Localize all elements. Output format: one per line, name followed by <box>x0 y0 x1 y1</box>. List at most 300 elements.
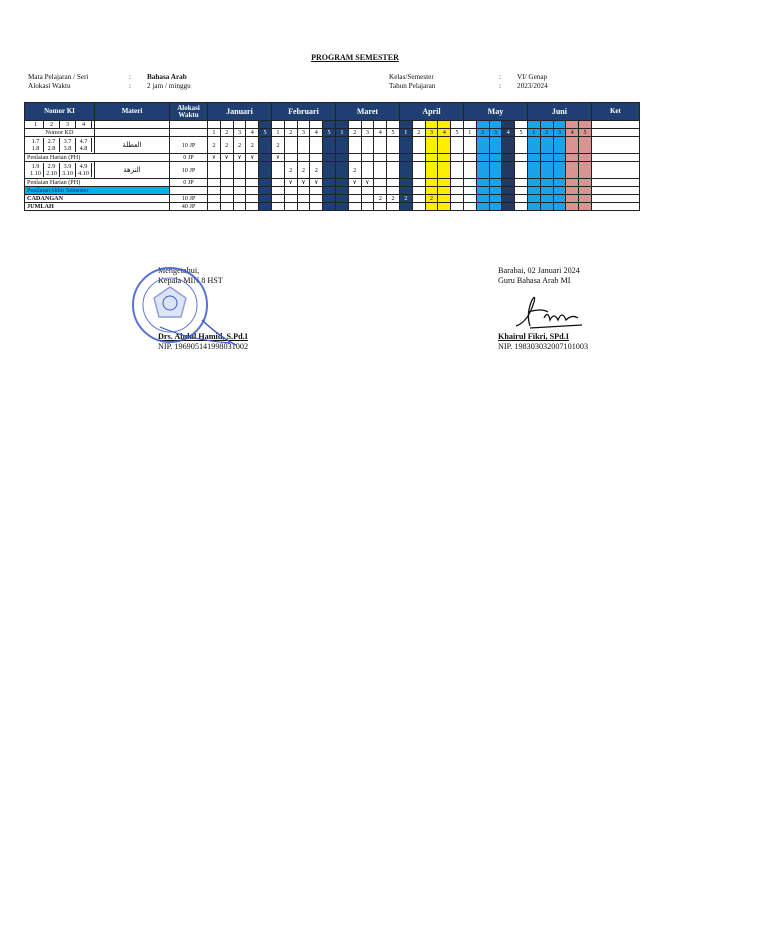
week-cell <box>259 154 272 162</box>
week-number: 2 <box>476 129 489 137</box>
week-cell <box>399 203 412 211</box>
kd-line <box>25 170 94 177</box>
table-row <box>25 195 640 203</box>
official-stamp <box>120 265 240 355</box>
week-cell <box>399 179 412 187</box>
ket-cell <box>591 187 639 195</box>
week-cell <box>476 195 489 203</box>
mapel-value: Bahasa Arab <box>147 73 187 81</box>
alokasi-cell: 10 JP <box>170 162 208 179</box>
week-number: 4 <box>310 129 323 137</box>
week-cell: ٧ <box>348 179 361 187</box>
week-cell <box>451 195 464 203</box>
ket-cell <box>591 195 639 203</box>
week-cell <box>271 203 284 211</box>
week-cell <box>412 195 425 203</box>
week-cell <box>438 121 451 129</box>
week-cell <box>323 162 336 179</box>
kelas-value: VI/ Genap <box>517 73 548 81</box>
week-cell <box>246 162 259 179</box>
week-cell <box>566 203 579 211</box>
week-cell: ٧ <box>297 179 310 187</box>
week-cell <box>527 179 540 187</box>
week-cell <box>246 179 259 187</box>
week-cell <box>323 187 336 195</box>
week-cell <box>463 203 476 211</box>
week-cell <box>463 154 476 162</box>
week-cell <box>387 203 400 211</box>
alokasi-label: Alokasi Waktu <box>28 82 71 90</box>
blank-cell <box>170 129 208 137</box>
week-number: 4 <box>438 129 451 137</box>
week-cell <box>438 154 451 162</box>
week-cell <box>361 162 374 179</box>
week-cell: ٧ <box>246 154 259 162</box>
week-number: 4 <box>566 129 579 137</box>
week-cell <box>361 154 374 162</box>
kd-line <box>25 145 94 152</box>
week-cell: 2 <box>284 162 297 179</box>
week-cell <box>476 179 489 187</box>
week-cell: 2 <box>425 195 438 203</box>
week-cell <box>579 187 592 195</box>
week-cell <box>489 121 502 129</box>
week-cell <box>220 203 233 211</box>
week-cell <box>553 179 566 187</box>
week-cell: 2 <box>246 137 259 154</box>
week-cell <box>208 121 221 129</box>
week-cell <box>348 137 361 154</box>
week-cell <box>259 203 272 211</box>
week-cell <box>297 187 310 195</box>
week-number: 3 <box>553 129 566 137</box>
row-label: Penlaian Harian (PH) <box>25 154 170 162</box>
week-number: 5 <box>387 129 400 137</box>
week-cell <box>310 137 323 154</box>
week-number: 3 <box>297 129 310 137</box>
week-cell <box>502 121 515 129</box>
kd-number: 3.7 <box>60 138 76 145</box>
week-cell <box>425 154 438 162</box>
week-cell <box>220 179 233 187</box>
week-cell <box>374 137 387 154</box>
week-cell <box>502 137 515 154</box>
week-cell <box>284 203 297 211</box>
tahun-value: 2023/2024 <box>517 82 548 90</box>
week-cell: 2 <box>220 137 233 154</box>
stamp-icon <box>133 268 236 345</box>
week-cell <box>540 179 553 187</box>
week-number-row <box>25 129 640 137</box>
week-cell <box>438 179 451 187</box>
week-cell <box>387 154 400 162</box>
week-cell <box>476 121 489 129</box>
week-cell <box>451 137 464 154</box>
kd-number: 4.7 <box>76 138 92 145</box>
header-month: Maret <box>335 103 399 121</box>
header-materi: Materi <box>95 103 170 121</box>
week-cell <box>323 121 336 129</box>
ki-numbers <box>25 121 95 129</box>
ket-cell <box>591 179 639 187</box>
week-cell <box>399 162 412 179</box>
right-name: Khairul Fikri, SPd.I <box>498 332 569 341</box>
table-row <box>25 179 640 187</box>
week-cell <box>310 121 323 129</box>
week-cell <box>489 137 502 154</box>
week-number: 2 <box>412 129 425 137</box>
week-cell <box>208 162 221 179</box>
handwritten-signature <box>508 292 588 332</box>
week-cell <box>515 195 528 203</box>
week-cell: ٧ <box>208 154 221 162</box>
kd-number: 4.8 <box>76 145 92 152</box>
week-cell <box>579 137 592 154</box>
ki-row <box>25 121 640 129</box>
week-cell <box>348 195 361 203</box>
week-cell <box>361 137 374 154</box>
week-number: 5 <box>579 129 592 137</box>
header-month: Februari <box>271 103 335 121</box>
meta-left <box>28 73 328 93</box>
week-cell <box>374 203 387 211</box>
kd-number: 4.10 <box>76 170 92 177</box>
week-cell <box>476 154 489 162</box>
week-cell <box>527 187 540 195</box>
week-cell <box>566 187 579 195</box>
week-cell <box>259 195 272 203</box>
week-cell <box>233 162 246 179</box>
week-cell <box>553 187 566 195</box>
week-cell <box>220 162 233 179</box>
week-cell <box>310 187 323 195</box>
week-cell <box>540 203 553 211</box>
week-cell <box>284 121 297 129</box>
week-cell <box>271 187 284 195</box>
kelas-label: Kelas/Semester <box>389 73 434 81</box>
week-cell <box>540 137 553 154</box>
week-cell <box>451 187 464 195</box>
ki-number: 2 <box>44 121 60 128</box>
week-cell <box>476 137 489 154</box>
week-cell <box>220 187 233 195</box>
left-name: Drs. Abdul Hamid, S.Pd.I <box>158 332 248 341</box>
week-cell <box>310 203 323 211</box>
alokasi-cell: 40 JP <box>170 203 208 211</box>
week-cell <box>271 121 284 129</box>
week-cell <box>284 195 297 203</box>
colon: : <box>129 73 131 81</box>
table-row <box>25 187 640 195</box>
week-cell <box>412 203 425 211</box>
left-line1: Mengetahui, <box>158 266 200 275</box>
kd-cell <box>25 137 95 154</box>
week-cell <box>233 195 246 203</box>
week-cell <box>515 121 528 129</box>
week-number: 5 <box>259 129 272 137</box>
week-cell <box>208 187 221 195</box>
week-cell <box>527 154 540 162</box>
right-line1: Barabai, 02 Januari 2024 <box>498 266 580 275</box>
week-cell <box>310 154 323 162</box>
week-cell <box>553 203 566 211</box>
week-cell <box>208 203 221 211</box>
colon: : <box>499 82 501 90</box>
header-ket: Ket <box>591 103 639 121</box>
week-cell <box>553 121 566 129</box>
week-cell <box>246 121 259 129</box>
week-number: 4 <box>246 129 259 137</box>
week-cell <box>233 187 246 195</box>
week-cell <box>489 195 502 203</box>
week-cell <box>348 203 361 211</box>
table-row <box>25 162 640 179</box>
week-cell <box>540 154 553 162</box>
week-cell <box>284 187 297 195</box>
week-cell <box>553 195 566 203</box>
week-cell <box>335 154 348 162</box>
week-cell <box>463 195 476 203</box>
week-cell <box>399 137 412 154</box>
week-cell <box>335 121 348 129</box>
kd-line <box>25 138 94 145</box>
week-cell <box>271 179 284 187</box>
week-cell <box>323 203 336 211</box>
week-number: 1 <box>463 129 476 137</box>
week-cell: ٧ <box>233 154 246 162</box>
left-line2: Kepala MIN 8 HST <box>158 276 223 285</box>
week-cell <box>515 162 528 179</box>
week-number: 1 <box>335 129 348 137</box>
week-cell <box>387 162 400 179</box>
week-cell <box>246 195 259 203</box>
kd-number: 2.7 <box>44 138 60 145</box>
week-cell <box>553 154 566 162</box>
header-ki: Nomor KI <box>25 103 95 121</box>
ket-cell <box>591 162 639 179</box>
week-cell <box>412 187 425 195</box>
week-cell <box>527 121 540 129</box>
week-cell: 2 <box>310 162 323 179</box>
week-cell <box>348 121 361 129</box>
week-cell <box>438 203 451 211</box>
kd-cell <box>25 162 95 179</box>
week-cell <box>387 179 400 187</box>
week-cell <box>271 195 284 203</box>
week-cell <box>310 195 323 203</box>
week-cell <box>476 187 489 195</box>
week-cell <box>540 195 553 203</box>
alokasi-cell: 0 JP <box>170 154 208 162</box>
week-cell <box>502 203 515 211</box>
week-cell <box>412 154 425 162</box>
week-cell <box>220 121 233 129</box>
week-cell: 2 <box>271 137 284 154</box>
materi-cell: العطلة <box>95 137 170 154</box>
alokasi-cell: 0 JP <box>170 179 208 187</box>
week-cell <box>489 187 502 195</box>
ki-number: 1 <box>28 121 44 128</box>
week-cell <box>515 137 528 154</box>
week-cell <box>297 195 310 203</box>
week-cell <box>502 195 515 203</box>
week-cell <box>489 162 502 179</box>
week-cell <box>335 187 348 195</box>
week-cell <box>553 137 566 154</box>
week-cell: 2 <box>399 195 412 203</box>
week-cell <box>259 179 272 187</box>
week-number: 3 <box>361 129 374 137</box>
nomor-kd: Nomor KD <box>25 129 95 137</box>
week-cell <box>579 162 592 179</box>
week-number: 5 <box>515 129 528 137</box>
week-cell: ٧ <box>284 179 297 187</box>
week-number: 1 <box>399 129 412 137</box>
week-cell <box>425 187 438 195</box>
week-cell <box>463 162 476 179</box>
week-cell <box>515 179 528 187</box>
table-row <box>25 137 640 154</box>
header-month: April <box>399 103 463 121</box>
week-cell <box>208 179 221 187</box>
week-cell <box>451 179 464 187</box>
week-cell <box>284 137 297 154</box>
blank-cell <box>170 121 208 129</box>
week-cell <box>361 121 374 129</box>
week-cell: ٧ <box>220 154 233 162</box>
tahun-label: Tahun Pelajaran <box>389 82 436 90</box>
week-cell <box>502 162 515 179</box>
week-cell <box>412 137 425 154</box>
week-cell <box>579 121 592 129</box>
row-label: PenilaianAkhir Semester <box>25 187 170 195</box>
right-nip: NIP. 198303032007101003 <box>498 342 589 351</box>
week-cell <box>425 121 438 129</box>
ki-number: 3 <box>60 121 76 128</box>
week-cell: 2 <box>387 195 400 203</box>
ket-cell <box>591 203 639 211</box>
week-cell <box>387 187 400 195</box>
week-cell <box>233 121 246 129</box>
week-cell <box>220 195 233 203</box>
week-cell <box>425 203 438 211</box>
mapel-label: Mata Pelajaran / Seri <box>28 73 89 81</box>
week-cell <box>566 137 579 154</box>
week-cell <box>323 195 336 203</box>
week-cell <box>489 179 502 187</box>
week-cell <box>374 162 387 179</box>
week-cell <box>463 179 476 187</box>
ki-number: 4 <box>76 121 92 128</box>
week-cell <box>502 187 515 195</box>
week-cell: 2 <box>374 195 387 203</box>
week-cell <box>566 162 579 179</box>
week-cell <box>438 195 451 203</box>
kd-number: 2.9 <box>44 163 60 170</box>
week-cell <box>438 187 451 195</box>
week-cell <box>463 187 476 195</box>
header-alokasi: Alokasi Waktu <box>170 103 208 121</box>
week-cell <box>323 137 336 154</box>
header-month: Januari <box>208 103 272 121</box>
materi-cell: النزهة <box>95 162 170 179</box>
week-number: 2 <box>540 129 553 137</box>
week-cell <box>527 203 540 211</box>
week-cell <box>399 154 412 162</box>
week-cell <box>438 137 451 154</box>
week-cell <box>323 179 336 187</box>
week-cell <box>515 187 528 195</box>
week-cell <box>489 154 502 162</box>
kd-number: 4.9 <box>76 163 92 170</box>
week-cell <box>348 154 361 162</box>
week-cell <box>527 137 540 154</box>
week-cell <box>566 179 579 187</box>
week-number: 4 <box>374 129 387 137</box>
week-cell <box>540 121 553 129</box>
ket-cell <box>591 129 639 137</box>
week-cell <box>412 179 425 187</box>
week-cell: 2 <box>233 137 246 154</box>
week-cell <box>566 195 579 203</box>
week-cell <box>297 121 310 129</box>
kd-number: 2.10 <box>44 170 60 177</box>
week-cell <box>271 162 284 179</box>
week-cell <box>425 162 438 179</box>
week-cell <box>297 137 310 154</box>
week-number: 3 <box>489 129 502 137</box>
week-cell <box>374 154 387 162</box>
week-cell: ٧ <box>271 154 284 162</box>
week-cell <box>579 179 592 187</box>
week-cell <box>323 154 336 162</box>
colon: : <box>129 82 131 90</box>
week-cell <box>374 187 387 195</box>
week-cell <box>451 154 464 162</box>
week-cell <box>246 187 259 195</box>
kd-number: 3.9 <box>60 163 76 170</box>
blank-cell <box>95 129 170 137</box>
alokasi-cell: 10 JP <box>170 195 208 203</box>
week-cell <box>335 162 348 179</box>
row-label: Penlaian Harian (PH) <box>25 179 170 187</box>
week-cell <box>259 121 272 129</box>
week-cell <box>579 195 592 203</box>
week-cell <box>463 137 476 154</box>
week-cell <box>233 203 246 211</box>
week-cell <box>527 195 540 203</box>
week-cell <box>335 203 348 211</box>
week-number: 3 <box>233 129 246 137</box>
week-cell <box>374 179 387 187</box>
week-number: 3 <box>425 129 438 137</box>
week-number: 1 <box>208 129 221 137</box>
week-cell <box>425 179 438 187</box>
colon: : <box>499 73 501 81</box>
week-cell <box>412 162 425 179</box>
week-cell <box>451 203 464 211</box>
kd-number: 1.10 <box>28 170 44 177</box>
week-cell <box>259 162 272 179</box>
alokasi-cell <box>170 187 208 195</box>
week-cell <box>438 162 451 179</box>
week-number: 4 <box>502 129 515 137</box>
row-label: CADANGAN <box>25 195 170 203</box>
alokasi-value: 2 jam / minggu <box>147 82 191 90</box>
kd-number: 1.7 <box>28 138 44 145</box>
row-label: JUMLAH <box>25 203 170 211</box>
ket-cell <box>591 154 639 162</box>
